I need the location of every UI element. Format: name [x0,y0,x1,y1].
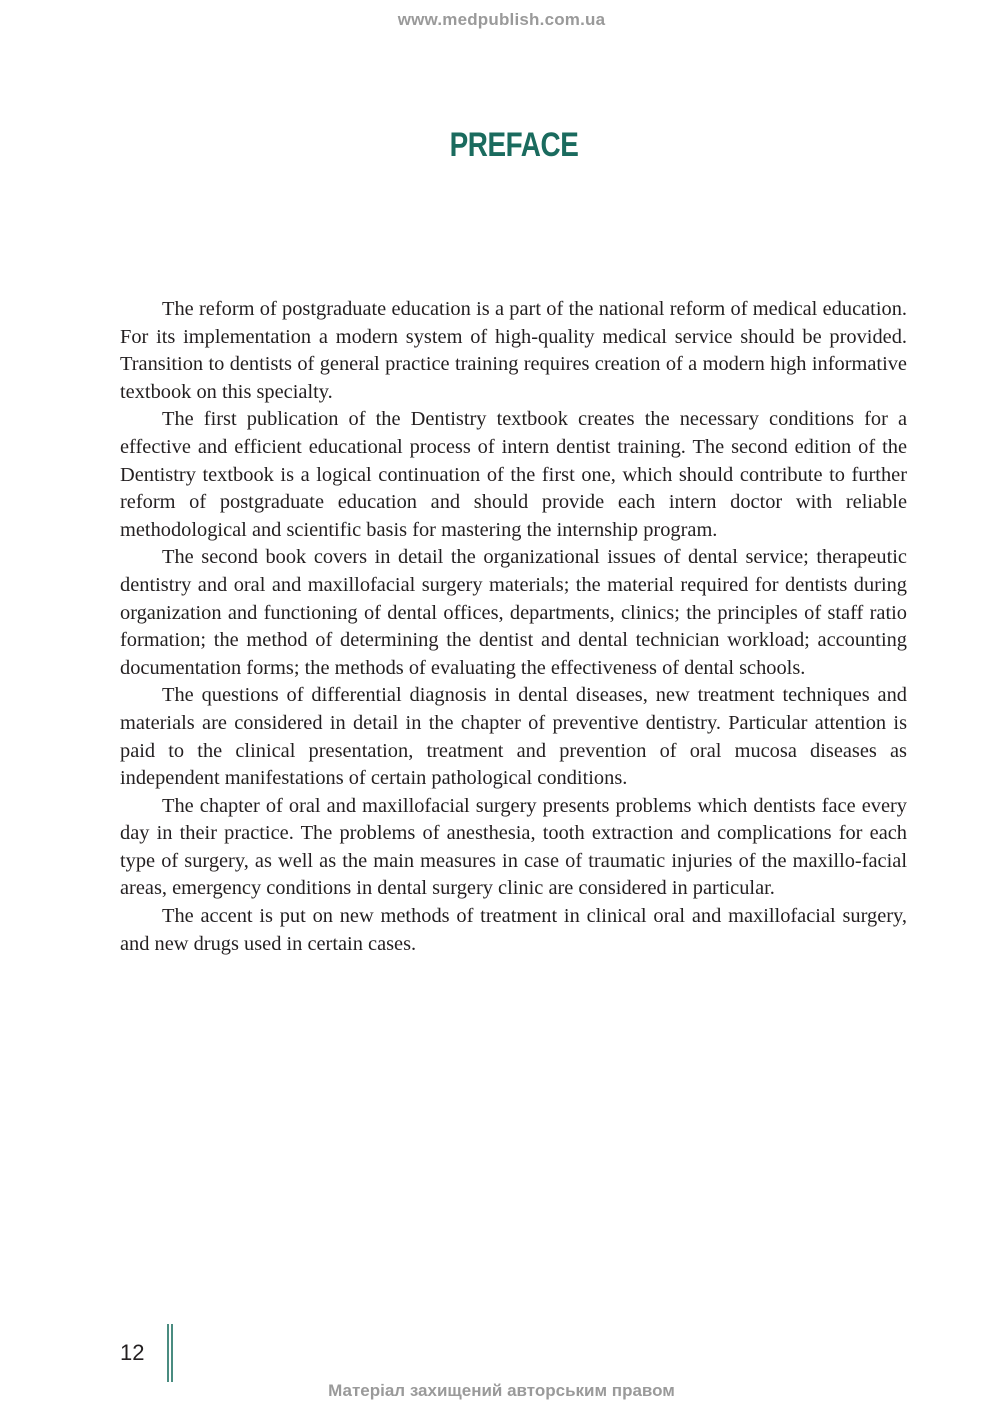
paragraph: The reform of postgraduate education is a part of the national reform of medical education. For its implementation a modern system of high-quality medical service should be provided. Transition to dentists of general practice training requires creation of a modern high informative textbook on this specialty. [120,298,907,403]
paragraph: The chapter of oral and maxillofacial surgery presents problems which dentists face every day in their practice. The problems of anesthesia, tooth extraction and complications for each type of surgery, as well as the main measures in case of traumatic injuries of the maxillo-facial areas, emergency conditions in dental surgery clinic are considered in particular. [120,794,907,900]
paragraph: The first publication of the Dentistry textbook creates the necessary conditions for a effective and efficient educational process of intern dentist training. The second edition of the Dentistry textbook is a logical continuation of the first one, which should contribute to further reform of postgraduate education and should provide each intern doctor with reliable methodological and scientific basis for mastering the internship program. [120,408,907,541]
paragraph: The accent is put on new methods of treatment in clinical oral and maxillofacial surgery, and new drugs used in certain cases. [120,905,907,955]
site-url: www.medpublish.com.ua [397,10,606,29]
paragraph: The questions of differential diagnosis in dental diseases, new treatment techniques and materials are considered in detail in the chapter of preventive dentistry. Particular attention is paid to the clinical presentation, treatment and prevention of oral mucosa diseases as independent manifestations of certain pathological conditions. [120,684,907,790]
footer-rule [167,1324,169,1382]
body-text [120,296,907,958]
page-title: PREFACE [449,126,579,164]
footer-rule [171,1324,173,1382]
copyright-notice: Матеріал захищений авторським правом [328,1381,675,1400]
page-number: 12 [120,1340,145,1365]
paragraph: The second book covers in detail the organizational issues of dental service; therapeutic dentistry and oral and maxillofacial surgery materials; the material required for dentists during organization and functioning of dental offices, departments, clinics; the principles of staff ratio formation; the method of determining the dentist and dental technician workload; accounting documentation forms; the methods of evaluating the effectiveness of dental schools. [120,546,907,679]
